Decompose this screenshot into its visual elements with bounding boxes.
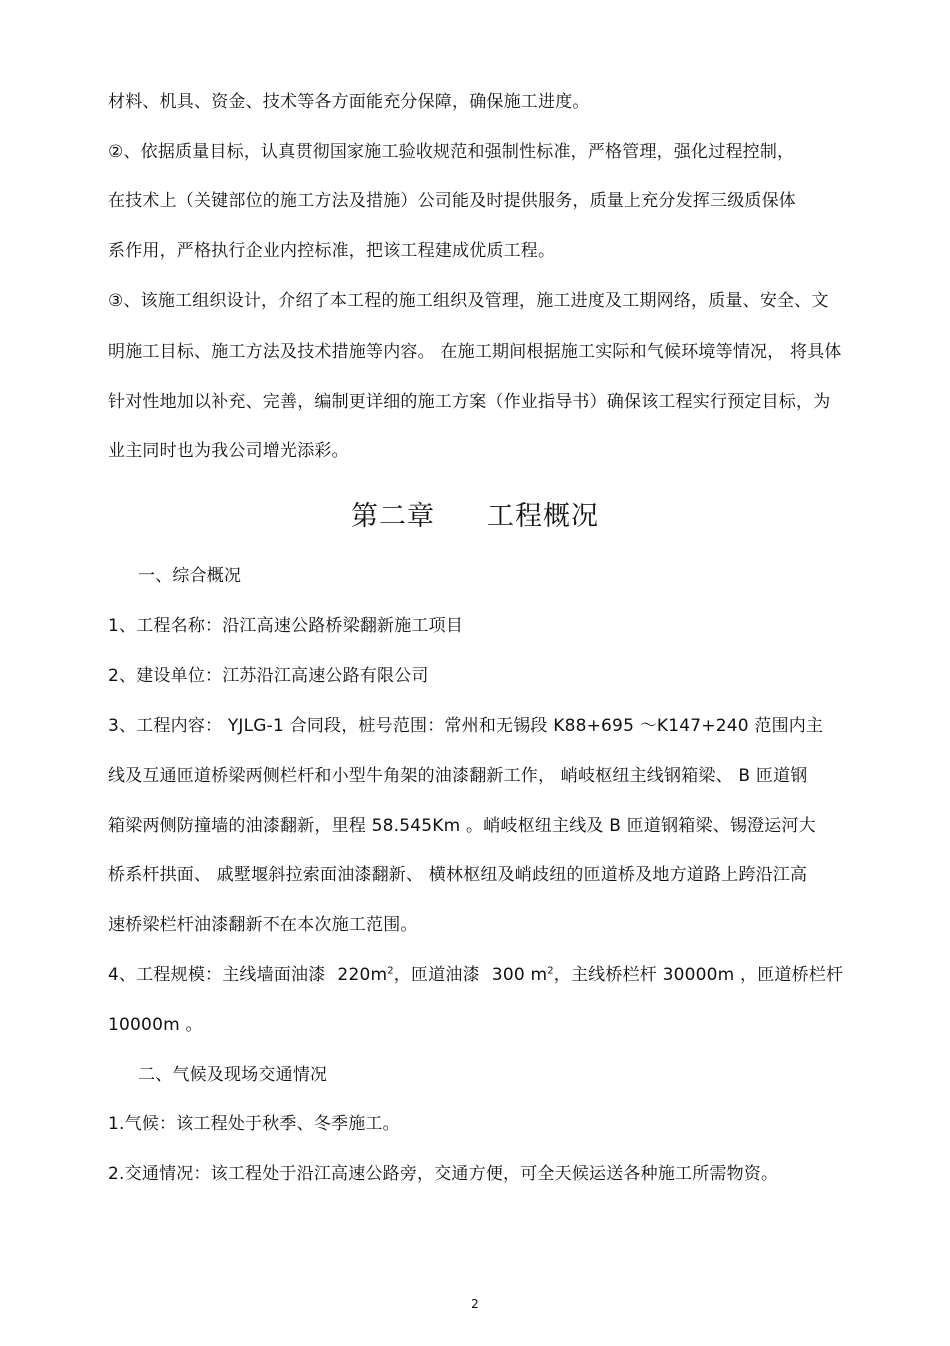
paragraph-line: ②、依据质量目标，认真贯彻国家施工验收规范和强制性标准，严格管理，强化过程控制， [108, 142, 795, 162]
section-heading: 一、综合概况 [138, 566, 242, 586]
page-number: 2 [471, 1297, 479, 1311]
item4-mid: ，匝道油漆 [393, 965, 480, 985]
list-item-line: 10000m 。 [108, 1015, 203, 1035]
list-item: 1、工程名称：沿江高速公路桥梁翻新施工项目 [108, 616, 464, 636]
chapter-heading [0, 500, 950, 534]
list-item-line: 线及互通匝道桥梁两侧栏杆和小型牛角架的油漆翻新工作， 峭岐枢纽主线钢箱梁、 B 匝道钢 [108, 766, 808, 786]
paragraph-line: ③、该施工组织设计，介绍了本工程的施工组织及管理，施工进度及工期网络，质量、安全、文 [108, 291, 829, 311]
paragraph-line: 明施工目标、施工方法及技术措施等内容。 在施工期间根据施工实际和气候环境等情况， 将具体 [108, 342, 842, 362]
paragraph-line: 在技术上（关键部位的施工方法及措施）公司能及时提供服务，质量上充分发挥三级质保体 [108, 191, 796, 211]
paragraph-line: 材料、机具、资金、技术等各方面能充分保障，确保施工进度。 [108, 92, 590, 112]
list-item-line: 桥系杆拱面、 戚墅堰斜拉索面油漆翻新、 横林枢纽及峭歧纽的匝道桥及地方道路上跨沿江高 [108, 865, 808, 885]
chapter-title: 工程概况 [487, 501, 599, 532]
paragraph-line: 系作用，严格执行企业内控标准，把该工程建成优质工程。 [108, 241, 556, 261]
list-item: 1.气候：该工程处于秋季、冬季施工。 [108, 1114, 400, 1134]
item4-value1: 220m [337, 965, 388, 985]
list-item [108, 964, 843, 986]
list-item-line: 3、工程内容： YJLG-1 合同段，桩号范围：常州和无锡段 K88+695 ～K147+240 范围内主 [108, 716, 824, 736]
chapter-number: 第二章 [351, 501, 435, 532]
item4-rest: ，主线桥栏杆 30000m ，匝道桥栏杆 [553, 965, 844, 985]
item4-value2: 300 m [491, 965, 548, 985]
item4-prefix: 4、工程规模：主线墙面油漆 [108, 965, 326, 985]
list-item-line: 速桥梁栏杆油漆翻新不在本次施工范围。 [108, 915, 418, 935]
section-heading: 二、气候及现场交通情况 [138, 1065, 328, 1085]
superscript-2: 2 [387, 965, 394, 977]
list-item-line: 箱梁两侧防撞墙的油漆翻新，里程 58.545Km 。峭岐枢纽主线及 B 匝道钢箱梁、锡澄运河大 [108, 816, 816, 836]
list-item: 2、建设单位：江苏沿江高速公路有限公司 [108, 666, 429, 686]
paragraph-line: 针对性地加以补充、完善，编制更详细的施工方案（作业指导书）确保该工程实行预定目标，为 [108, 392, 831, 412]
paragraph-line: 业主同时也为我公司增光添彩。 [108, 441, 349, 461]
list-item: 2.交通情况：该工程处于沿江高速公路旁，交通方便，可全天候运送各种施工所需物资。 [108, 1164, 779, 1184]
superscript-2: 2 [547, 965, 554, 977]
